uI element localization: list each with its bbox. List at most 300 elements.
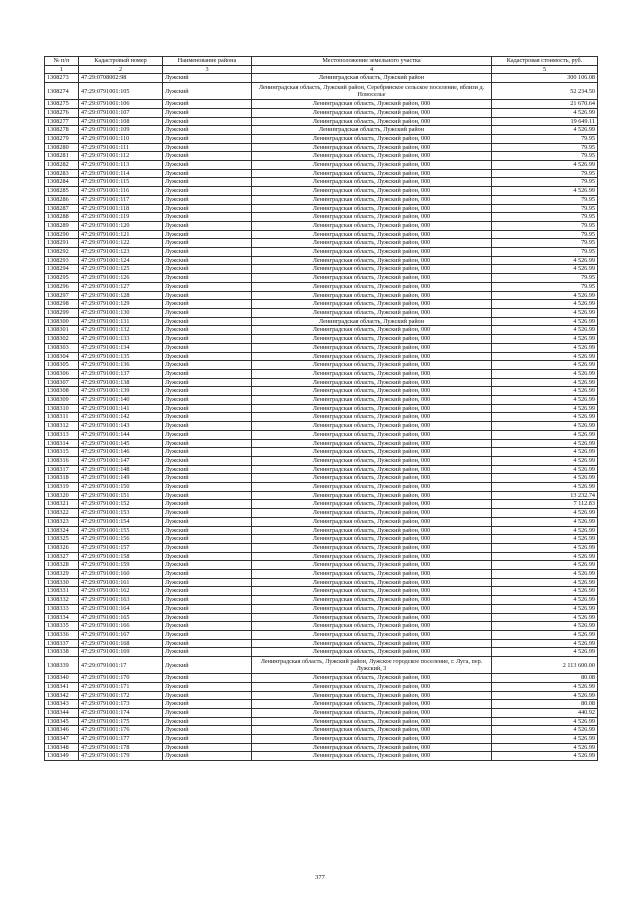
district-name: Лужский (163, 735, 252, 744)
cadastral-value: 4 526.99 (492, 187, 598, 196)
cadastral-number: 47:29:0791001:152 (79, 500, 163, 509)
district-name: Лужский (163, 691, 252, 700)
cadastral-number: 47:29:0791001:116 (79, 187, 163, 196)
table-row (45, 161, 598, 170)
row-number: 1308331 (45, 587, 79, 596)
location: Ленинградская область, Лужский район, 000 (252, 570, 492, 579)
cadastral-value: 13 232.74 (492, 491, 598, 500)
location: Ленинградская область, Лужский район, 000 (252, 448, 492, 457)
table-row (45, 195, 598, 204)
location: Ленинградская область, Лужский район, 000 (252, 352, 492, 361)
district-name: Лужский (163, 648, 252, 657)
district-name: Лужский (163, 378, 252, 387)
row-number: 1308315 (45, 448, 79, 457)
cadastral-value: 79.95 (492, 221, 598, 230)
cadastral-value: 4 526.99 (492, 343, 598, 352)
location: Ленинградская область, Лужский район, 000 (252, 413, 492, 422)
district-name: Лужский (163, 474, 252, 483)
location: Ленинградская область, Лужский район, 000 (252, 483, 492, 492)
cadastral-number: 47:29:0791001:133 (79, 335, 163, 344)
table-row (45, 587, 598, 596)
row-number: 1308282 (45, 161, 79, 170)
table-row (45, 230, 598, 239)
row-number: 1308299 (45, 308, 79, 317)
cadastral-value: 4 526.99 (492, 509, 598, 518)
cadastral-value: 4 526.99 (492, 717, 598, 726)
cadastral-number: 47:29:0791001:115 (79, 178, 163, 187)
table-body (45, 74, 598, 761)
table-row (45, 596, 598, 605)
cadastral-number: 47:29:0791001:169 (79, 648, 163, 657)
table-row (45, 74, 598, 83)
table-row (45, 465, 598, 474)
cadastral-number: 47:29:0791001:160 (79, 570, 163, 579)
table-row (45, 274, 598, 283)
district-name: Лужский (163, 239, 252, 248)
location: Ленинградская область, Лужский район, 000 (252, 596, 492, 605)
table-row (45, 500, 598, 509)
table-row (45, 483, 598, 492)
location: Ленинградская область, Лужский район, Лужское городское поселение, г. Луга, пер. Лужский, 3 (252, 657, 492, 674)
district-name: Лужский (163, 535, 252, 544)
cadastral-value: 4 526.99 (492, 631, 598, 640)
row-number: 1308339 (45, 657, 79, 674)
cadastral-number: 47:29:0791001:138 (79, 378, 163, 387)
row-number: 1308346 (45, 726, 79, 735)
district-name: Лужский (163, 526, 252, 535)
district-name: Лужский (163, 361, 252, 370)
district-name: Лужский (163, 587, 252, 596)
location: Ленинградская область, Лужский район, 000 (252, 195, 492, 204)
cadastral-number: 47:29:0791001:153 (79, 509, 163, 518)
cadastral-number: 47:29:0791001:112 (79, 152, 163, 161)
cadastral-number: 47:29:0791001:177 (79, 735, 163, 744)
location: Ленинградская область, Лужский район, 000 (252, 108, 492, 117)
row-number: 1308300 (45, 317, 79, 326)
row-number: 1308302 (45, 335, 79, 344)
district-name: Лужский (163, 404, 252, 413)
row-number: 1308313 (45, 430, 79, 439)
district-name: Лужский (163, 308, 252, 317)
cadastral-number: 47:29:0791001:134 (79, 343, 163, 352)
district-name: Лужский (163, 578, 252, 587)
location: Ленинградская область, Лужский район, 000 (252, 517, 492, 526)
location: Ленинградская область, Лужский район, 000 (252, 326, 492, 335)
cadastral-value: 4 526.99 (492, 682, 598, 691)
cadastral-number: 47:29:0791001:162 (79, 587, 163, 596)
cadastral-number: 47:29:0791001:123 (79, 248, 163, 257)
cadastral-value: 79.95 (492, 134, 598, 143)
table-row (45, 83, 598, 100)
location: Ленинградская область, Лужский район, 000 (252, 578, 492, 587)
cadastral-value: 79.95 (492, 195, 598, 204)
location: Ленинградская область, Лужский район, 000 (252, 456, 492, 465)
cadastral-number: 47:29:0791001:127 (79, 282, 163, 291)
cadastral-value: 4 526.99 (492, 743, 598, 752)
row-number: 1308281 (45, 152, 79, 161)
location: Ленинградская область, Лужский район, 000 (252, 708, 492, 717)
row-number: 1308341 (45, 682, 79, 691)
cadastral-value: 4 526.99 (492, 430, 598, 439)
column-number: 4 (252, 65, 492, 74)
cadastral-value: 4 526.99 (492, 465, 598, 474)
table-row (45, 143, 598, 152)
district-name: Лужский (163, 708, 252, 717)
table-row (45, 682, 598, 691)
location: Ленинградская область, Лужский район, 000 (252, 422, 492, 431)
cadastral-value: 4 526.99 (492, 413, 598, 422)
cadastral-value: 4 526.99 (492, 543, 598, 552)
location: Ленинградская область, Лужский район, 000 (252, 343, 492, 352)
cadastral-value: 4 526.99 (492, 648, 598, 657)
row-number: 1308329 (45, 570, 79, 579)
cadastral-value: 79.95 (492, 274, 598, 283)
column-number: 3 (163, 65, 252, 74)
table-row (45, 491, 598, 500)
row-number: 1308305 (45, 361, 79, 370)
cadastral-value: 4 526.99 (492, 308, 598, 317)
district-name: Лужский (163, 596, 252, 605)
district-name: Лужский (163, 517, 252, 526)
cadastral-number: 47:29:0791001:137 (79, 369, 163, 378)
district-name: Лужский (163, 187, 252, 196)
cadastral-number: 47:29:0791001:130 (79, 308, 163, 317)
table-row (45, 308, 598, 317)
district-name: Лужский (163, 178, 252, 187)
cadastral-number: 47:29:0791001:154 (79, 517, 163, 526)
location: Ленинградская область, Лужский район, 000 (252, 300, 492, 309)
table-row (45, 430, 598, 439)
district-name: Лужский (163, 491, 252, 500)
location: Ленинградская область, Лужский район, 000 (252, 291, 492, 300)
cadastral-value: 440.92 (492, 708, 598, 717)
table-row (45, 717, 598, 726)
district-name: Лужский (163, 700, 252, 709)
district-name: Лужский (163, 396, 252, 405)
cadastral-value: 21 670.64 (492, 100, 598, 109)
cadastral-value: 4 526.99 (492, 735, 598, 744)
row-number: 1308324 (45, 526, 79, 535)
cadastral-number: 47:29:0791001:140 (79, 396, 163, 405)
row-number: 1308336 (45, 631, 79, 640)
cadastral-number: 47:29:0791001:167 (79, 631, 163, 640)
table-row (45, 282, 598, 291)
location: Ленинградская область, Лужский район, 000 (252, 682, 492, 691)
row-number: 1308334 (45, 613, 79, 622)
cadastral-value: 4 526.99 (492, 256, 598, 265)
district-name: Лужский (163, 204, 252, 213)
cadastral-number: 47:29:0791001:141 (79, 404, 163, 413)
table-row (45, 239, 598, 248)
location: Ленинградская область, Лужский район, 000 (252, 561, 492, 570)
cadastral-value: 4 526.99 (492, 161, 598, 170)
table-row (45, 413, 598, 422)
cadastral-number: 47:29:0791001:176 (79, 726, 163, 735)
cadastral-value: 79.95 (492, 204, 598, 213)
row-number: 1308284 (45, 178, 79, 187)
location: Ленинградская область, Лужский район, 000 (252, 613, 492, 622)
district-name: Лужский (163, 639, 252, 648)
row-number: 1308349 (45, 752, 79, 761)
cadastral-number: 47:29:0708002:98 (79, 74, 163, 83)
location: Ленинградская область, Лужский район, 000 (252, 500, 492, 509)
cadastral-value: 79.95 (492, 178, 598, 187)
location: Ленинградская область, Лужский район, 000 (252, 230, 492, 239)
cadastral-value: 2 113 600.00 (492, 657, 598, 674)
district-name: Лужский (163, 448, 252, 457)
table-row (45, 561, 598, 570)
district-name: Лужский (163, 274, 252, 283)
header-district: Наименование района (163, 57, 252, 66)
row-number: 1308327 (45, 552, 79, 561)
table-row (45, 543, 598, 552)
row-number: 1308280 (45, 143, 79, 152)
table-row (45, 708, 598, 717)
cadastral-value: 80.08 (492, 674, 598, 683)
location: Ленинградская область, Лужский район, 000 (252, 552, 492, 561)
table-row (45, 300, 598, 309)
cadastral-number: 47:29:0791001:108 (79, 117, 163, 126)
row-number: 1308283 (45, 169, 79, 178)
cadastral-value: 79.95 (492, 239, 598, 248)
table-row (45, 604, 598, 613)
cadastral-number: 47:29:0791001:17 (79, 657, 163, 674)
location: Ленинградская область, Лужский район, 000 (252, 100, 492, 109)
location: Ленинградская область, Лужский район, 000 (252, 404, 492, 413)
table-row (45, 213, 598, 222)
location: Ленинградская область, Лужский район, 000 (252, 134, 492, 143)
cadastral-number: 47:29:0791001:125 (79, 265, 163, 274)
district-name: Лужский (163, 221, 252, 230)
district-name: Лужский (163, 352, 252, 361)
row-number: 1308274 (45, 83, 79, 100)
cadastral-value-table (44, 56, 598, 761)
location: Ленинградская область, Лужский район, 000 (252, 152, 492, 161)
location: Ленинградская область, Лужский район (252, 317, 492, 326)
table-row (45, 343, 598, 352)
cadastral-number: 47:29:0791001:170 (79, 674, 163, 683)
district-name: Лужский (163, 622, 252, 631)
district-name: Лужский (163, 74, 252, 83)
row-number: 1308291 (45, 239, 79, 248)
location: Ленинградская область, Лужский район, 000 (252, 735, 492, 744)
cadastral-number: 47:29:0791001:143 (79, 422, 163, 431)
cadastral-value: 4 526.99 (492, 526, 598, 535)
cadastral-number: 47:29:0791001:164 (79, 604, 163, 613)
location: Ленинградская область, Лужский район, 000 (252, 143, 492, 152)
location: Ленинградская область, Лужский район, 000 (252, 274, 492, 283)
cadastral-value: 4 526.99 (492, 448, 598, 457)
cadastral-number: 47:29:0791001:148 (79, 465, 163, 474)
cadastral-number: 47:29:0791001:119 (79, 213, 163, 222)
cadastral-value: 4 526.99 (492, 108, 598, 117)
row-number: 1308333 (45, 604, 79, 613)
row-number: 1308303 (45, 343, 79, 352)
district-name: Лужский (163, 726, 252, 735)
cadastral-number: 47:29:0791001:110 (79, 134, 163, 143)
row-number: 1308328 (45, 561, 79, 570)
table-row (45, 134, 598, 143)
table-row (45, 187, 598, 196)
table-row (45, 743, 598, 752)
district-name: Лужский (163, 134, 252, 143)
table-row (45, 622, 598, 631)
cadastral-value: 4 526.99 (492, 639, 598, 648)
district-name: Лужский (163, 143, 252, 152)
cadastral-number: 47:29:0791001:106 (79, 100, 163, 109)
cadastral-value: 52 234.50 (492, 83, 598, 100)
cadastral-number: 47:29:0791001:111 (79, 143, 163, 152)
cadastral-value: 4 526.99 (492, 691, 598, 700)
row-number: 1308345 (45, 717, 79, 726)
district-name: Лужский (163, 117, 252, 126)
cadastral-number: 47:29:0791001:168 (79, 639, 163, 648)
cadastral-number: 47:29:0791001:132 (79, 326, 163, 335)
table-row (45, 291, 598, 300)
cadastral-number: 47:29:0791001:149 (79, 474, 163, 483)
district-name: Лужский (163, 291, 252, 300)
cadastral-value: 4 526.99 (492, 361, 598, 370)
table-row (45, 535, 598, 544)
location: Ленинградская область, Лужский район, 000 (252, 491, 492, 500)
cadastral-value: 4 526.99 (492, 622, 598, 631)
table-row (45, 369, 598, 378)
table-row (45, 613, 598, 622)
district-name: Лужский (163, 343, 252, 352)
cadastral-value: 4 526.99 (492, 596, 598, 605)
table-row (45, 578, 598, 587)
cadastral-value: 79.95 (492, 213, 598, 222)
district-name: Лужский (163, 631, 252, 640)
district-name: Лужский (163, 439, 252, 448)
location: Ленинградская область, Лужский район, 000 (252, 639, 492, 648)
cadastral-value: 4 526.99 (492, 561, 598, 570)
cadastral-number: 47:29:0791001:114 (79, 169, 163, 178)
district-name: Лужский (163, 561, 252, 570)
cadastral-value: 4 526.99 (492, 439, 598, 448)
table-row (45, 221, 598, 230)
cadastral-value: 4 526.99 (492, 535, 598, 544)
cadastral-number: 47:29:0791001:142 (79, 413, 163, 422)
column-number-row (45, 65, 598, 74)
cadastral-number: 47:29:0791001:139 (79, 387, 163, 396)
district-name: Лужский (163, 752, 252, 761)
row-number: 1308316 (45, 456, 79, 465)
row-number: 1308321 (45, 500, 79, 509)
location: Ленинградская область, Лужский район, 000 (252, 378, 492, 387)
cadastral-value: 4 526.99 (492, 613, 598, 622)
district-name: Лужский (163, 387, 252, 396)
table-row (45, 517, 598, 526)
row-number: 1308306 (45, 369, 79, 378)
district-name: Лужский (163, 326, 252, 335)
table-row (45, 204, 598, 213)
cadastral-number: 47:29:0791001:105 (79, 83, 163, 100)
row-number: 1308275 (45, 100, 79, 109)
location: Ленинградская область, Лужский район (252, 126, 492, 135)
location: Ленинградская область, Лужский район, 000 (252, 648, 492, 657)
row-number: 1308304 (45, 352, 79, 361)
cadastral-value: 19 649.11 (492, 117, 598, 126)
row-number: 1308311 (45, 413, 79, 422)
cadastral-number: 47:29:0791001:179 (79, 752, 163, 761)
table-row (45, 526, 598, 535)
location: Ленинградская область, Лужский район, 000 (252, 700, 492, 709)
table-row (45, 396, 598, 405)
district-name: Лужский (163, 265, 252, 274)
location: Ленинградская область, Лужский район, 000 (252, 474, 492, 483)
location: Ленинградская область, Лужский район, 000 (252, 387, 492, 396)
row-number: 1308298 (45, 300, 79, 309)
cadastral-value: 79.95 (492, 169, 598, 178)
location: Ленинградская область, Лужский район, 000 (252, 204, 492, 213)
cadastral-number: 47:29:0791001:172 (79, 691, 163, 700)
district-name: Лужский (163, 317, 252, 326)
location: Ленинградская область, Лужский район, 000 (252, 509, 492, 518)
row-number: 1308310 (45, 404, 79, 413)
table-row (45, 509, 598, 518)
table-row (45, 648, 598, 657)
row-number: 1308343 (45, 700, 79, 709)
table-row (45, 474, 598, 483)
cadastral-number: 47:29:0791001:150 (79, 483, 163, 492)
district-name: Лужский (163, 500, 252, 509)
location: Ленинградская область, Лужский район, 000 (252, 221, 492, 230)
cadastral-value: 4 526.99 (492, 483, 598, 492)
cadastral-number: 47:29:0791001:156 (79, 535, 163, 544)
table-row (45, 639, 598, 648)
cadastral-value: 79.95 (492, 143, 598, 152)
table-row (45, 152, 598, 161)
table-row (45, 657, 598, 674)
cadastral-value: 4 526.99 (492, 570, 598, 579)
cadastral-number: 47:29:0791001:159 (79, 561, 163, 570)
cadastral-number: 47:29:0791001:165 (79, 613, 163, 622)
cadastral-value: 7 112.83 (492, 500, 598, 509)
row-number: 1308319 (45, 483, 79, 492)
row-number: 1308344 (45, 708, 79, 717)
cadastral-value: 4 526.99 (492, 126, 598, 135)
table-row (45, 752, 598, 761)
location: Ленинградская область, Лужский район, 000 (252, 604, 492, 613)
row-number: 1308278 (45, 126, 79, 135)
location: Ленинградская область, Лужский район, 000 (252, 535, 492, 544)
district-name: Лужский (163, 100, 252, 109)
cadastral-number: 47:29:0791001:120 (79, 221, 163, 230)
row-number: 1308323 (45, 517, 79, 526)
cadastral-table-page (44, 56, 597, 761)
cadastral-number: 47:29:0791001:161 (79, 578, 163, 587)
row-number: 1308312 (45, 422, 79, 431)
district-name: Лужский (163, 509, 252, 518)
table-row (45, 265, 598, 274)
table-row (45, 691, 598, 700)
table-row (45, 126, 598, 135)
cadastral-number: 47:29:0791001:122 (79, 239, 163, 248)
cadastral-value: 4 526.99 (492, 422, 598, 431)
district-name: Лужский (163, 717, 252, 726)
table-row (45, 631, 598, 640)
cadastral-value: 4 526.99 (492, 326, 598, 335)
row-number: 1308332 (45, 596, 79, 605)
table-row (45, 169, 598, 178)
cadastral-value: 4 526.99 (492, 404, 598, 413)
row-number: 1308348 (45, 743, 79, 752)
cadastral-value: 4 526.99 (492, 604, 598, 613)
location: Ленинградская область, Лужский район, 000 (252, 187, 492, 196)
location: Ленинградская область, Лужский район, 000 (252, 256, 492, 265)
cadastral-value: 4 526.99 (492, 456, 598, 465)
